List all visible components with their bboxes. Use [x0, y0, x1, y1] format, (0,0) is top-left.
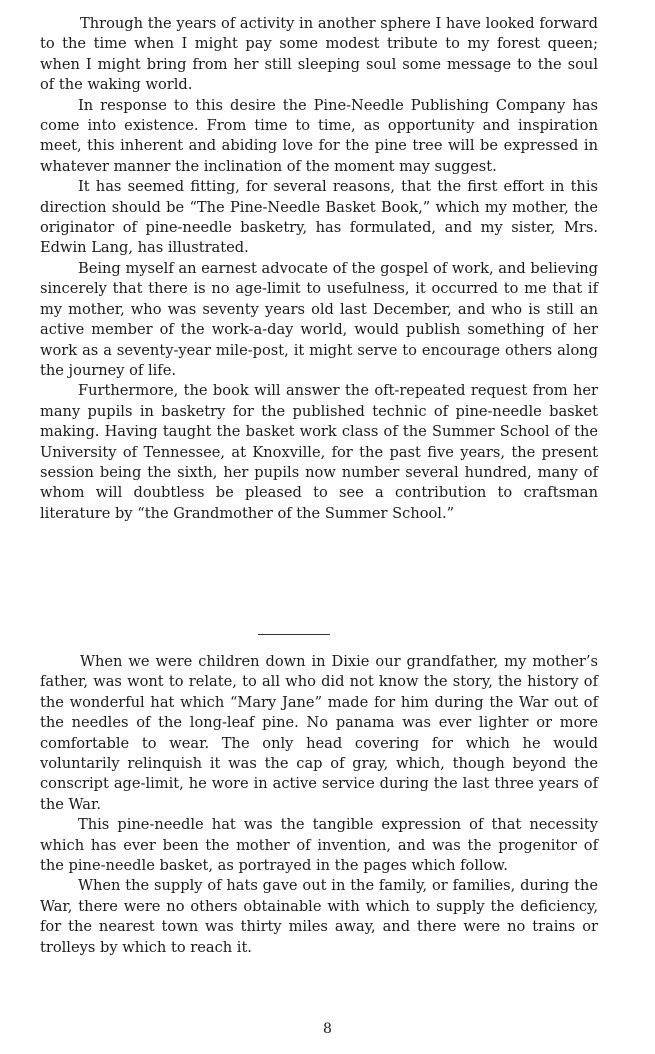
paragraph-summer-school: Furthermore, the book will answer the oft-repeated request from her many pupils in basketry for the published technic of pine-needle basket making. Having taught the basket work class of the Summer School of the University of Tennessee, at Knoxville, for the past five years, the present session being the sixth, her pupils now number several hundred, many of whom will doubtless be pleased to see a contribution to craftsman literature by “the Grandmother of the Summer School.”: [40, 382, 598, 522]
paragraph-supply-of-hats: When the supply of hats gave out in the family, or families, during the War, there were no others obtainable with which to supply the deficiency, for the nearest town was thirty miles away, and there were no trains or trolleys by which to reach it.: [40, 877, 598, 956]
paragraph-grandfather-hat: When we were children down in Dixie our grandfather, my mother’s father, was wont to relate, to all who did not know the story, the history of the wonderful hat which “Mary Jane” made for him during the War out of the needles of the long-leaf pine. No panama was ever lighter or more comfortable to wear. The only head covering for which he would voluntarily relinquish it was the cap of gray, which, though beyond the conscript age-limit, he wore in active service during the last three years of the War.: [40, 653, 598, 813]
paragraph-basket-book: It has seemed fitting, for several reasons, that the first effort in this direction should be “The Pine-Needle Basket Book,” which my mother, the originator of pine-needle basketry, has formulated, and my sister, Mrs. Edwin Lang, has illustrated.: [40, 178, 598, 257]
paragraph-publishing-company: In response to this desire the Pine-Needle Publishing Company has come into existence. From time to time, as opportunity and inspiration meet, this inherent and abiding love for the pine tree will be expressed in whatever manner the inclination of the moment may suggest.: [40, 96, 598, 175]
section-divider: [258, 634, 330, 635]
paragraph-necessity: This pine-needle hat was the tangible expression of that necessity which has ever been the mother of invention, and was the progenitor of the pine-needle basket, as portrayed in the pages which follow.: [40, 816, 598, 875]
section-two: [40, 652, 598, 958]
page-number: 8: [323, 1021, 332, 1037]
paragraph-tribute: Through the years of activity in another sphere I have looked forward to the time when I might pay some modest tribute to my forest queen; when I might bring from her still sleeping soul some message to the soul of the waking world.: [40, 15, 598, 94]
section-one: [40, 14, 598, 524]
paragraph-gospel-of-work: Being myself an earnest advocate of the gospel of work, and believing sincerely that there is no age-limit to usefulness, it occurred to me that if my mother, who was seventy years old last December, and who is still an active member of the work-a-day world, would publish something of her work as a seventy-year mile-post, it might serve to encourage others along the journey of life.: [40, 259, 598, 379]
